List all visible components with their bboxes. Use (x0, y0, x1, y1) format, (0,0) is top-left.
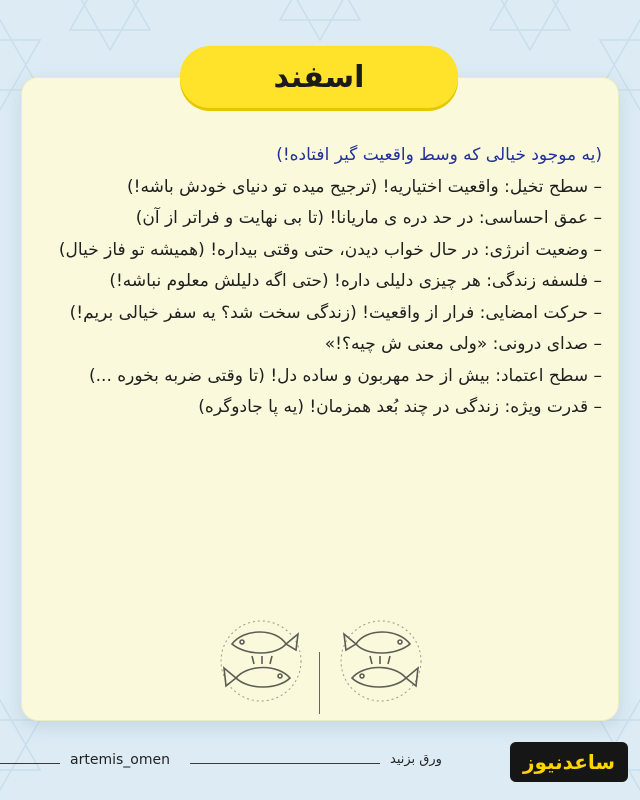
swipe-hint: ورق بزنید (390, 752, 442, 767)
traits-text (40, 140, 602, 424)
pisces-fish-icon (214, 614, 308, 708)
footer-line-left (0, 763, 60, 764)
title-pill (180, 46, 458, 108)
instagram-handle: artemis_omen (70, 752, 170, 768)
trait-special-power: – قدرت ویژه: زندگی در چند بُعد همزمان! (یه پا جادوگره) (198, 397, 602, 417)
divider-line (319, 652, 320, 714)
trait-trust: – سطح اعتماد: بیش از حد مهربون و ساده دل! (تا وقتی ضربه بخوره ...) (89, 365, 602, 386)
footer-line-middle (190, 763, 380, 764)
headline-line: (یه موجود خیالی که وسط واقعیت گیر افتاده!) (276, 145, 602, 165)
pisces-symbol-icon (334, 614, 428, 708)
trait-philosophy: – فلسفه زندگی: هر چیزی دلیلی داره! (حتی اگه دلیلش معلوم نباشه!) (109, 271, 602, 291)
trait-inner-voice: – صدای درونی: «ولی معنی ش چیه؟!» (324, 334, 602, 354)
brand-name: ساعدنیوز (522, 750, 616, 774)
trait-emotional-depth: – عمق احساسی: در حد دره ی ماریانا! (تا بی نهایت و فراتر از آن) (135, 208, 602, 228)
trait-imagination: – سطح تخیل: واقعیت اختیاریه! (ترجیح میده تو دنیای خودش باشه!) (127, 176, 602, 197)
trait-energy: – وضعیت انرژی: در حال خواب دیدن، حتی وقتی بیداره! (همیشه تو فاز خیال) (58, 239, 602, 260)
trait-signature-move: – حرکت امضایی: فرار از واقعیت! (زندگی سخت شد؟ یه سفر خیالی بریم!) (69, 302, 602, 323)
page-title: اسفند (273, 59, 365, 95)
brand-logo (510, 742, 628, 782)
